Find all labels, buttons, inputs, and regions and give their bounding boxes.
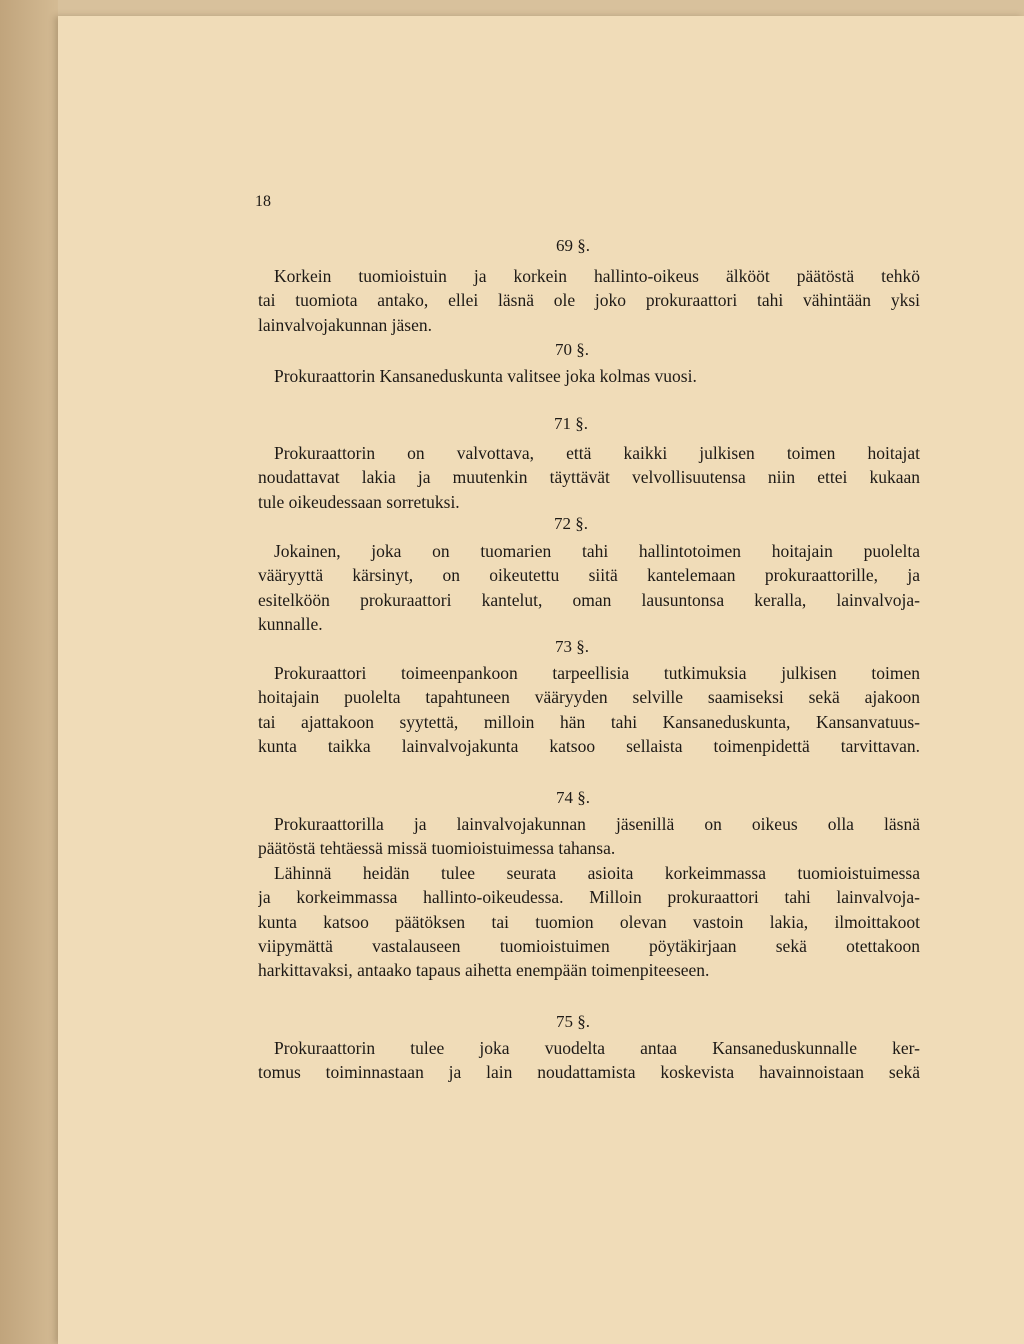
text-line: tai ajattakoon syytettä, milloin hän tahi Kansaneduskunta, Kansanvatuus- <box>258 711 920 732</box>
text-line: esitelköön prokuraattori kantelut, oman lausuntonsa keralla, lainvalvoja- <box>258 589 920 610</box>
text-line: noudattavat lakia ja muutenkin täyttävät velvollisuutensa niin ettei kukaan <box>258 467 920 488</box>
text-line: tai tuomiota antako, ellei läsnä ole joko prokuraattori tahi vähintään yksi <box>258 290 920 311</box>
text-line: päätöstä tehtäessä missä tuomioistuimessa tahansa. <box>258 838 616 859</box>
text-line: Korkein tuomioistuin ja korkein hallinto-oikeus älkööt päätöstä tehkö <box>274 266 920 286</box>
text-line: kunnalle. <box>258 614 323 635</box>
text-line: Prokuraattorin on valvottava, että kaikki julkisen toimen hoitajat <box>274 443 920 463</box>
text-line: viipymättä vastalauseen tuomioistuimen pöytäkirjaan sekä otettakoon <box>258 935 920 956</box>
page-edge-left <box>0 0 58 1344</box>
page-number: 18 <box>255 193 271 210</box>
section-69-text <box>258 264 920 337</box>
text-line: vääryyttä kärsinyt, on oikeutettu siitä kantelemaan prokuraattorille, ja <box>258 565 920 586</box>
section-75-text <box>258 1036 920 1085</box>
page-edge-top <box>58 0 1024 16</box>
text-line: Jokainen, joka on tuomarien tahi hallintotoimen hoitajain puolelta <box>274 541 920 561</box>
text-line: tule oikeudessaan sorretuksi. <box>258 491 460 512</box>
text-line: Prokuraattorin Kansaneduskunta valitsee joka kolmas vuosi. <box>274 366 697 386</box>
text-line: Lähinnä heidän tulee seurata asioita korkeimmassa tuomioistuimessa <box>274 862 920 883</box>
text-line: kunta taikka lainvalvojakunta katsoo sellaista toimenpidettä tarvittavan. <box>258 736 920 757</box>
text-line: hoitajain puolelta tapahtuneen vääryyden selville saamiseksi sekä ajakoon <box>258 687 920 708</box>
section-72-text <box>258 539 920 637</box>
section-70-text <box>258 364 920 388</box>
section-71-text <box>258 441 920 514</box>
text-line: harkittavaksi, antaako tapaus aihetta enempään toimenpiteeseen. <box>258 960 710 981</box>
section-74-text <box>258 812 920 983</box>
text-line: ja korkeimmassa hallinto-oikeudessa. Milloin prokuraattori tahi lainvalvoja- <box>258 887 920 908</box>
section-73-text <box>258 661 920 759</box>
text-line: Prokuraattori toimeenpankoon tarpeellisia tutkimuksia julkisen toimen <box>274 663 920 683</box>
text-line: tomus toiminnastaan ja lain noudattamista koskevista havainnoistaan sekä <box>258 1062 920 1083</box>
text-line: Prokuraattorilla ja lainvalvojakunnan jäsenillä on oikeus olla läsnä <box>274 814 920 834</box>
text-line: Prokuraattorin tulee joka vuodelta antaa Kansaneduskunnalle ker- <box>274 1038 920 1058</box>
text-line: kunta katsoo päätöksen tai tuomion olevan vastoin lakia, ilmoittakoot <box>258 911 920 932</box>
text-line: lainvalvojakunnan jäsen. <box>258 314 432 335</box>
